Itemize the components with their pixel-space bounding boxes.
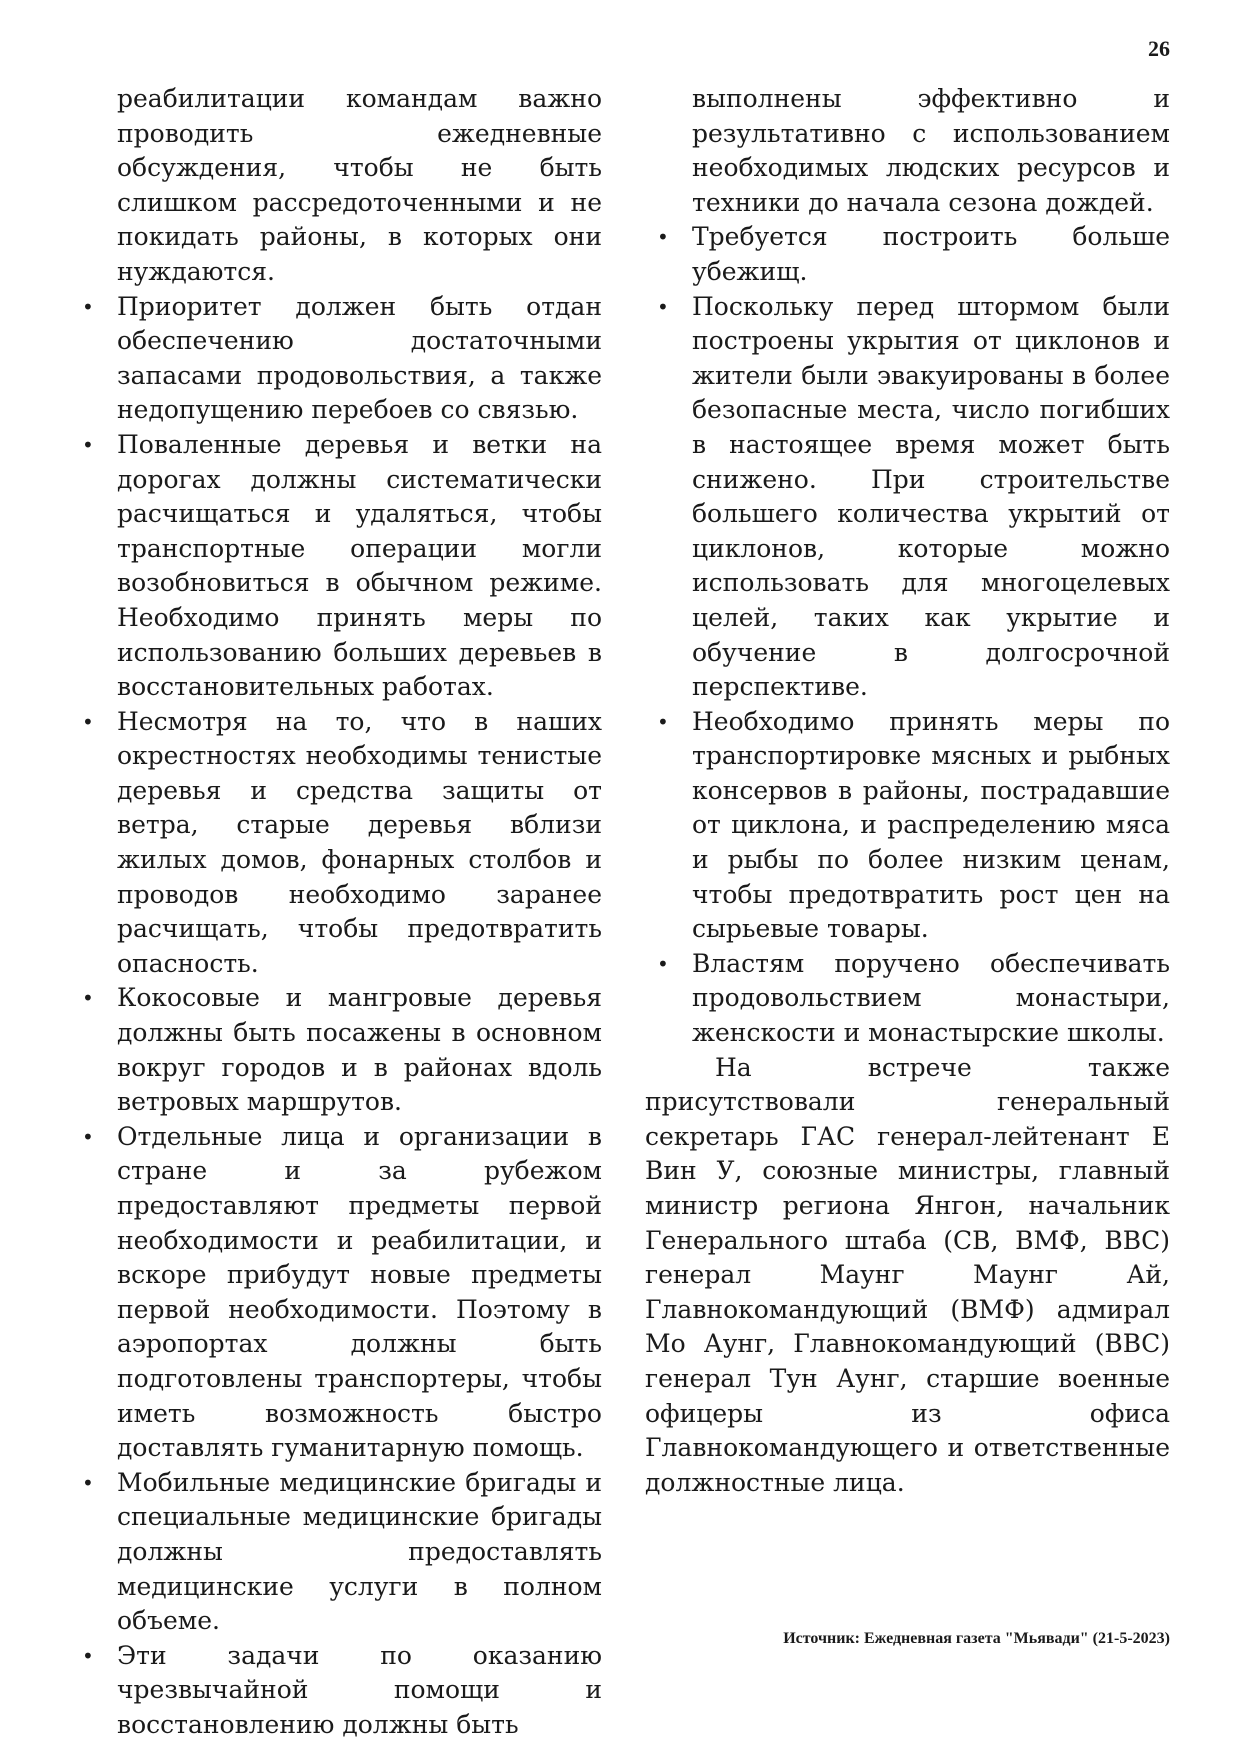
list-item-text: Необходимо принять меры по транспортировке мясных и рыбных консервов в районы, пострадавшие от циклона, и распределению мяса и рыбы по более низким ценам, чтобы предотвратить рост цен на сырьевые товары. xyxy=(692,706,1170,944)
bullet-icon: • xyxy=(82,1124,94,1149)
list-item-text: Поваленные деревья и ветки на дорогах должны систематически расчищаться и удаляться, чтобы транспортные операции могли возобновиться в обычном режиме. Необходимо принять меры по использованию больших деревьев в восстановительных работах. xyxy=(117,429,602,702)
list-item-text: Отдельные лица и организации в стране и за рубежом предоставляют предметы первой необходимости и реабилитации, и вскоре прибудут новые предметы первой необходимости. Поэтому в аэропортах должны быть подготовлены транспортеры, чтобы иметь возможность быстро доставлять гуманитарную помощь. xyxy=(117,1121,602,1463)
list-item xyxy=(645,947,1170,1051)
bullet-icon: • xyxy=(657,294,669,319)
list-item-text: Властям поручено обеспечивать продовольствием монастыри, женскости и монастырские школы. xyxy=(692,948,1170,1048)
right-continuation-text: выполнены эффективно и результативно с использованием необходимых людских ресурсов и техники до начала сезона дождей. xyxy=(692,84,1170,217)
bullet-icon: • xyxy=(82,709,94,734)
list-item-text: Приоритет должен быть отдан обеспечению достаточными запасами продовольствия, а также недопущению перебоев со связью. xyxy=(117,291,602,425)
list-item xyxy=(70,981,602,1119)
bullet-icon: • xyxy=(657,709,669,734)
bullet-icon: • xyxy=(657,225,669,250)
list-item xyxy=(70,290,602,428)
bullet-icon: • xyxy=(82,1470,94,1495)
list-item xyxy=(70,1466,602,1639)
bullet-icon: • xyxy=(82,1643,94,1668)
list-item xyxy=(70,428,602,705)
list-item-text: Мобильные медицинские бригады и специальные медицинские бригады должны предоставлять медицинские услуги в полном объеме. xyxy=(117,1467,602,1636)
list-item-text: Поскольку перед штормом были построены укрытия от циклонов и жители были эвакуированы в более безопасные места, число погибших в настоящее время может быть снижено. При строительстве большего количества укрытий от циклонов, которые можно использовать для многоцелевых целей, таких как укрытие и обучение в долгосрочной перспективе. xyxy=(692,291,1170,702)
list-item-text: Эти задачи по оказанию чрезвычайной помощи и восстановлению должны быть xyxy=(117,1640,602,1739)
page-number: 26 xyxy=(1148,36,1170,61)
right-bullet-list xyxy=(645,220,1170,1050)
source-citation: Источник: Ежедневная газета "Мьявади" (21-5-2023) xyxy=(783,1630,1170,1647)
bullet-icon: • xyxy=(82,986,94,1011)
bullet-icon: • xyxy=(657,951,669,976)
bullet-icon: • xyxy=(82,432,94,457)
right-column xyxy=(645,82,1170,1500)
list-item xyxy=(645,290,1170,705)
left-continuation-text: реабилитации командам важно проводить ежедневные обсуждения, чтобы не быть слишком рассредоточенными и не покидать районы, в которых они нуждаются. xyxy=(117,84,602,286)
closing-paragraph: На встрече также присутствовали генеральный секретарь ГАС генерал-лейтенант Е Вин У, союзные министры, главный министр региона Янгон, начальник Генерального штаба (СВ, ВМФ, ВВС) генерал Маунг Маунг Ай, Главнокомандующий (ВМФ) адмирал Мо Аунг, Главнокомандующий (ВВС) генерал Тун Аунг, старшие военные офицеры из офиса Главнокомандующего и ответственные должностные лица. xyxy=(645,1052,1170,1497)
left-bullet-list xyxy=(70,290,602,1743)
list-item-text: Требуется построить больше убежищ. xyxy=(692,222,1170,286)
bullet-icon: • xyxy=(82,294,94,319)
list-item xyxy=(70,705,602,982)
list-item xyxy=(70,1639,602,1743)
list-item xyxy=(645,220,1170,289)
left-column xyxy=(70,82,602,1743)
list-item xyxy=(70,1120,602,1466)
list-item xyxy=(645,705,1170,947)
list-item-text: Несмотря на то, что в наших окрестностях необходимы тенистые деревья и средства защиты от ветра, старые деревья вблизи жилых домов, фонарных столбов и проводов необходимо заранее расчищать, чтобы предотвратить опасность. xyxy=(117,706,602,978)
list-item-text: Кокосовые и мангровые деревья должны быть посажены в основном вокруг городов и в районах вдоль ветровых маршрутов. xyxy=(117,983,602,1117)
